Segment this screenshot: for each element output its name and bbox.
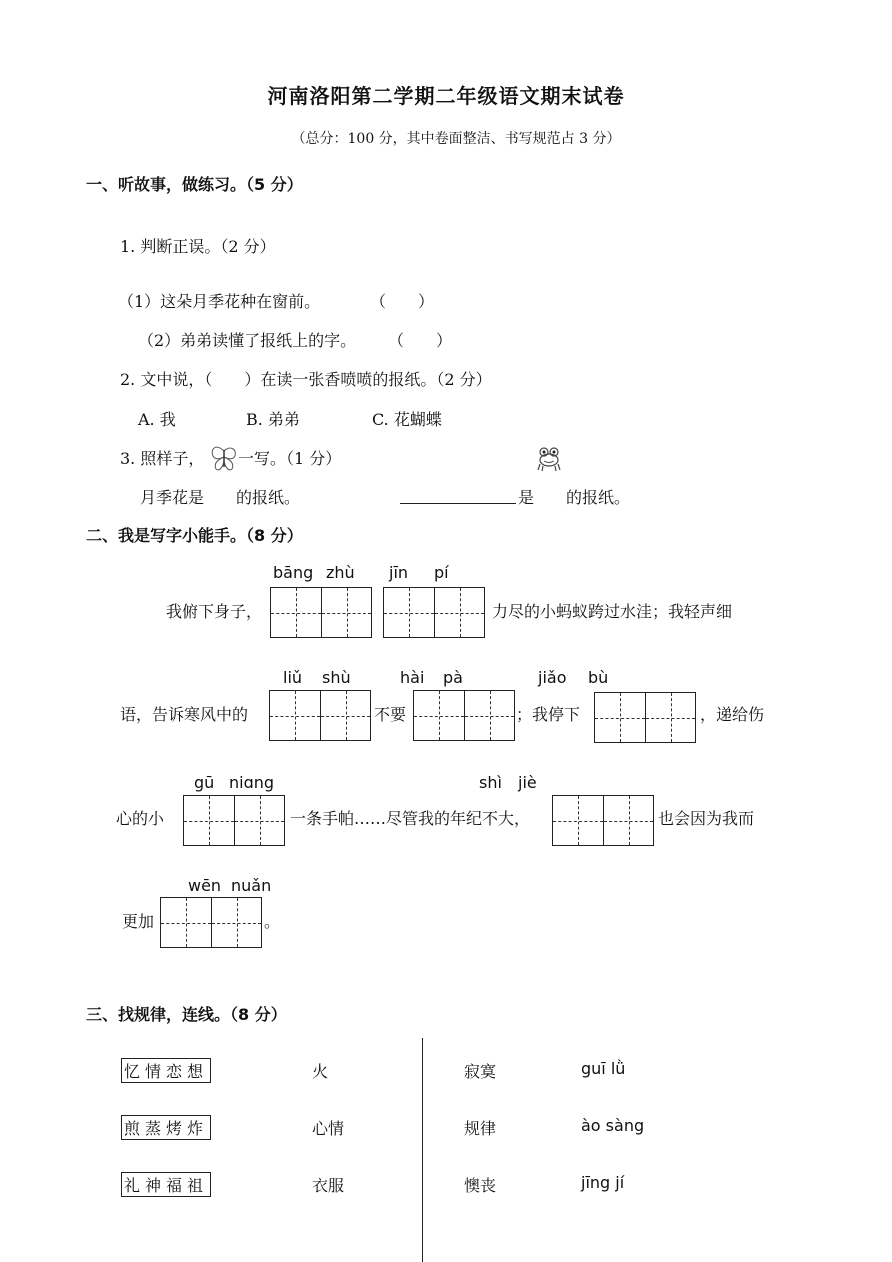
right-pinyin-3[interactable]: jīng jí <box>581 1173 625 1192</box>
left-group-3[interactable]: 礼神福祖 <box>121 1172 211 1197</box>
writing-grid-shijie[interactable] <box>552 795 654 846</box>
right-pinyin-2[interactable]: ào sàng <box>581 1116 645 1135</box>
row1-text-pre: 我俯下身子， <box>166 602 263 621</box>
butterfly-icon <box>210 443 238 473</box>
pinyin-shi: shì <box>479 773 502 792</box>
pinyin-wen: wēn <box>188 876 222 895</box>
row3-text-pre: 心的小 <box>116 809 165 828</box>
right-word-2[interactable]: 规律 <box>464 1119 497 1138</box>
q1a-text: （1）这朵月季花种在窗前。 <box>118 292 321 311</box>
q1-text: 1. 判断正误。（2 分） <box>120 237 276 256</box>
q1b-text: （2）弟弟读懂了报纸上的字。 <box>138 331 357 350</box>
writing-grid-wennuan[interactable] <box>160 897 262 948</box>
pinyin-bu: bù <box>588 668 609 687</box>
pinyin-jie: jiè <box>518 773 537 792</box>
page-title: 河南洛阳第二学期二年级语文期末试卷 <box>267 84 625 108</box>
right-pinyin-1[interactable]: guī lǜ <box>581 1059 626 1078</box>
example-sentence: 月季花是 的报纸。 <box>140 488 301 507</box>
left-group-2[interactable]: 煎蒸烤炸 <box>121 1115 211 1140</box>
writing-grid-bangzhu[interactable] <box>270 587 372 638</box>
row1-text-post: 力尽的小蚂蚁跨过水洼；我轻声细 <box>492 602 733 621</box>
section1-heading: 一、听故事，做练习。（5 分） <box>86 175 303 194</box>
row2-text-mid1: 不要 <box>374 705 407 724</box>
answer-blank-line[interactable] <box>400 503 516 504</box>
column-divider <box>422 1038 423 1262</box>
row3-text-post: 也会因为我而 <box>658 809 755 828</box>
row2-text-mid2: ；我停下 <box>516 705 581 724</box>
row4-text-pre: 更加 <box>122 912 155 931</box>
right-word-1[interactable]: 寂寞 <box>464 1062 497 1081</box>
option-a: A. 我 <box>138 410 176 429</box>
writing-grid-jinpi[interactable] <box>383 587 485 638</box>
left-target-1[interactable]: 火 <box>312 1062 329 1081</box>
right-word-3[interactable]: 懊丧 <box>464 1176 497 1195</box>
pinyin-zhu: zhù <box>326 563 355 582</box>
q3-text-pre: 3. 照样子， <box>120 449 205 468</box>
row2-text-pre: 语，告诉寒风中的 <box>120 705 249 724</box>
pinyin-liu: liǔ <box>283 668 303 687</box>
writing-grid-haipa[interactable] <box>413 690 515 741</box>
pinyin-shu: shù <box>322 668 351 687</box>
writing-grid-guniang[interactable] <box>183 795 285 846</box>
pinyin-niang: niɑng <box>229 773 275 792</box>
pinyin-gu: gū <box>194 773 215 792</box>
section2-heading: 二、我是写字小能手。（8 分） <box>86 526 303 545</box>
answer-sentence-post: 是 的报纸。 <box>518 488 631 507</box>
q3-text-post: 一写。（1 分） <box>238 449 342 468</box>
pinyin-nuan: nuǎn <box>231 876 272 895</box>
q1a-answer-paren[interactable]: （ ） <box>370 292 435 311</box>
q2-text: 2. 文中说，（ ）在读一张香喷喷的报纸。（2 分） <box>120 370 492 389</box>
pinyin-hai: hài <box>400 668 425 687</box>
page-subtitle: （总分：100 分，其中卷面整洁、书写规范占 3 分） <box>291 131 621 147</box>
left-group-1[interactable]: 忆情恋想 <box>121 1058 211 1083</box>
pinyin-jin: jīn <box>389 563 409 582</box>
option-c: C. 花蝴蝶 <box>372 410 442 429</box>
pinyin-pa: pà <box>443 668 463 687</box>
pinyin-pi: pí <box>434 563 449 582</box>
left-target-2[interactable]: 心情 <box>312 1119 345 1138</box>
q1b-answer-paren[interactable]: （ ） <box>388 331 453 350</box>
frog-icon <box>536 446 562 472</box>
row2-text-post: ，递给伤 <box>700 705 765 724</box>
writing-grid-jiaobu[interactable] <box>594 692 696 743</box>
row3-text-mid: 一条手帕……尽管我的年纪不大， <box>290 809 531 828</box>
pinyin-jiao: jiǎo <box>538 668 567 687</box>
pinyin-bang: bāng <box>273 563 314 582</box>
writing-grid-liushu[interactable] <box>269 690 371 741</box>
option-b: B. 弟弟 <box>246 410 300 429</box>
left-target-3[interactable]: 衣服 <box>312 1176 345 1195</box>
section3-heading: 三、找规律，连线。（8 分） <box>86 1005 287 1024</box>
row4-text-post: 。 <box>264 912 281 931</box>
